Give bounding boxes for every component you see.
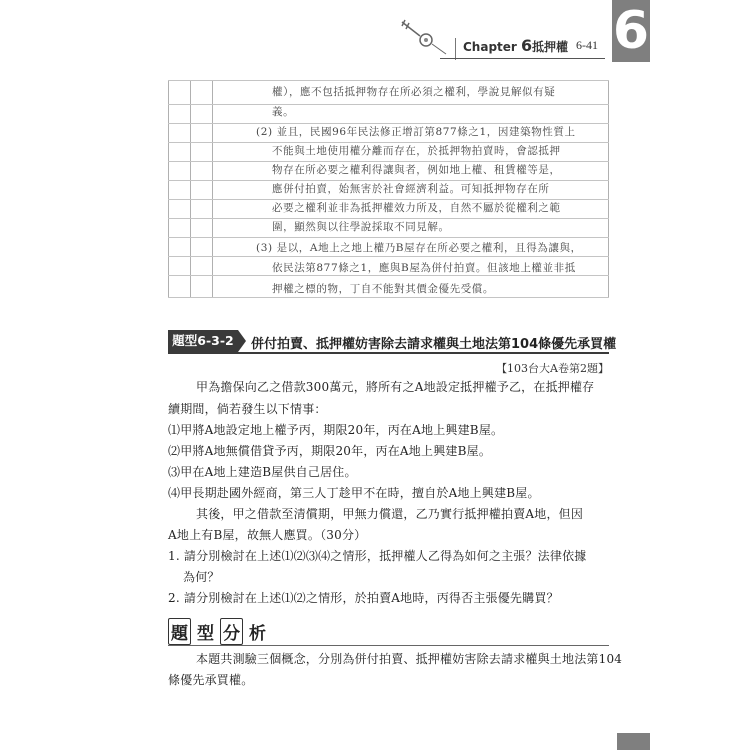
header-rule [440,58,605,59]
note-line: 物存在所必要之權利得讓與者，例如地上權、租賃權等是， [272,164,561,176]
question-line: 其後，甲之借款至清償期，甲無力償還，乙乃實行抵押權拍賣A地，但因 [196,507,584,521]
note-line: 應併付拍賣，始無害於社會經濟利益。可知抵押物存在所 [272,183,550,195]
question-type-title: 併付拍賣、抵押權妨害除去請求權與土地法第104條優先承買權 [251,337,617,352]
banner-rule [168,352,609,354]
question-line: ⑵甲將A地無償借貸予丙，期限20年，丙在A地上興建B屋。 [168,444,492,458]
note-line: (2) 並且，民國96年民法修正增訂第877條之1，因建築物性質上 [256,126,576,138]
chapter-title: 抵押權 [532,40,569,54]
table-rule [168,256,609,257]
chapter-number: 6 [521,36,533,55]
note-line: 圍，顯然與以往學說採取不同見解。 [272,221,450,233]
page-header [0,0,750,64]
analysis-heading [168,618,272,644]
exam-source: 【103台大A卷第2題】 [496,362,609,375]
key-icon [398,16,456,58]
analysis-rule [168,645,609,646]
page-number: 6-41 [576,38,598,52]
table-rule [168,275,609,276]
note-line: 押權之標的物，丁自不能對其價金優先受償。 [272,283,494,295]
table-rule [168,80,609,81]
table-divider [212,80,213,298]
question-line: ⑷甲長期赴國外經商，第三人丁趁甲不在時，擅自於A地上興建B屋。 [168,486,540,500]
note-line: 不能與土地使用權分離而存在，於抵押物拍賣時，會認抵押 [272,145,561,157]
note-line: 依民法第877條之1，應與B屋為併付拍賣。但該地上權並非抵 [272,262,576,274]
note-line: 義。 [272,106,295,118]
analysis-line: 條優先承買權。 [168,673,254,687]
question-line: 甲為擔保向乙之借款300萬元，將所有之A地設定抵押權予乙，在抵押權存 [196,380,595,394]
table-rule [168,104,609,105]
analysis-line: 本題共測驗三個概念，分別為併付拍賣、抵押權妨害除去請求權與土地法第104 [196,652,623,666]
chapter-side-tab-bottom [617,733,650,750]
banner-arrow [238,330,246,352]
question-line: ⑶甲在A地上建造B屋供自己居住。 [168,465,357,479]
chapter-label [463,36,532,55]
note-line: 必要之權利並非為抵押權效力所及，自然不屬於從權利之範 [272,202,561,214]
header-separator [455,38,456,60]
sub-question-2: 2. 請分別檢討在上述⑴⑵之情形，於拍賣A地時，丙得否主張優先購買？ [168,591,559,605]
chapter-prefix: Chapter [463,40,517,54]
sub-question-1-cont: 為何？ [183,570,220,584]
analysis-heading-char: 析 [249,624,266,644]
note-line: (3) 是以，A地上之地上權乃B屋存在所必要之權利，且得為讓與， [256,242,582,254]
question-line: 續期間，倘若發生以下情事： [168,402,327,416]
table-rule [168,237,609,238]
analysis-heading-char: 型 [197,624,214,644]
analysis-heading-char: 分 [220,618,243,645]
table-border [168,80,169,298]
table-border [608,80,609,298]
note-line: 權），應不包括抵押物存在所必須之權利，學說見解似有疑 [272,86,556,98]
question-type-tag: 題型6-3-2 [168,330,238,352]
analysis-heading-char: 題 [168,618,191,645]
question-type-banner [168,330,617,354]
question-line: ⑴甲將A地設定地上權予丙，期限20年，丙在A地上興建B屋。 [168,423,504,437]
sub-question-1: 1. 請分別檢討在上述⑴⑵⑶⑷之情形，抵押權人乙得為如何之主張？法律依據 [168,549,587,563]
question-line: A地上有B屋，故無人應買。（30分） [168,528,367,542]
table-divider [190,80,191,298]
chapter-side-tab: 6 [612,1,650,61]
table-rule [168,297,609,298]
